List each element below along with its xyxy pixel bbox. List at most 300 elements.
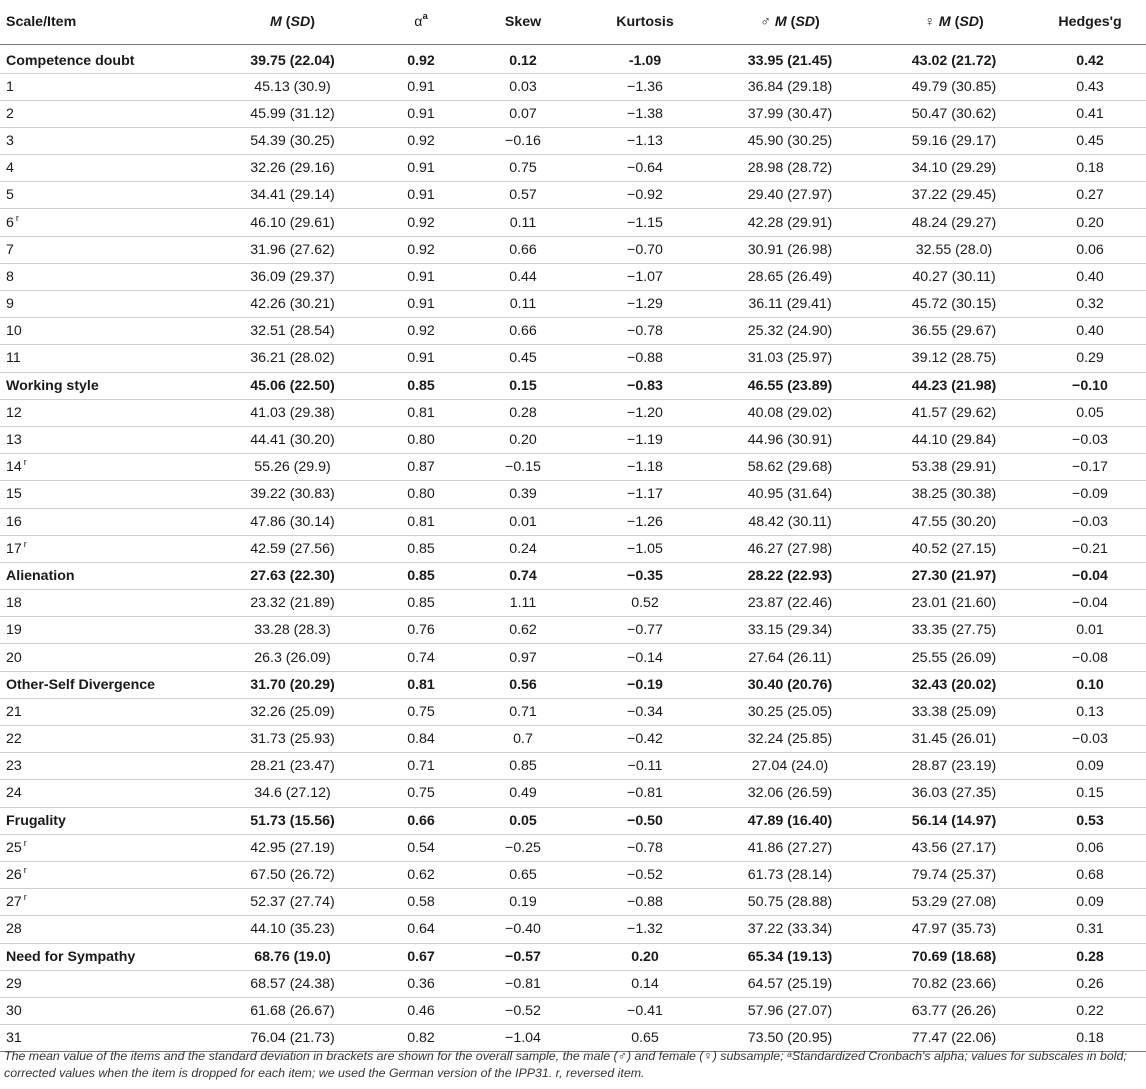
header-kurtosis: Kurtosis (584, 0, 706, 44)
kurtosis-cell (584, 345, 706, 372)
male-mean-sd-cell (706, 698, 874, 725)
item-cell (0, 889, 205, 916)
mean-sd-cell (205, 454, 380, 481)
alpha-cell (380, 155, 462, 182)
item-cell (0, 372, 205, 399)
female-mean-sd-cell (874, 943, 1034, 970)
male-mean-sd-cell-text: 23.87 (22.46) (747, 595, 833, 612)
alpha-cell (380, 807, 462, 834)
kurtosis-cell-text: -1.09 (628, 52, 662, 69)
female-mean-sd-cell (874, 481, 1034, 508)
item-cell (0, 644, 205, 671)
skew-cell-text: 1.11 (509, 595, 537, 612)
skew-cell (462, 44, 584, 73)
alpha-cell-text: 0.71 (407, 758, 435, 775)
alpha-cell-text: 0.75 (407, 703, 435, 720)
alpha-cell (380, 209, 462, 236)
female-mean-sd-cell (874, 182, 1034, 209)
alpha-cell (380, 590, 462, 617)
hedges-g-cell (1034, 997, 1146, 1024)
male-mean-sd-cell-text: 33.95 (21.45) (747, 52, 833, 69)
hedges-g-cell-text: −0.04 (1072, 595, 1108, 612)
male-mean-sd-cell-text: 28.22 (22.93) (747, 567, 833, 584)
alpha-cell (380, 345, 462, 372)
item-cell-text: 14 (6, 459, 22, 476)
female-mean-sd-cell (874, 997, 1034, 1024)
kurtosis-cell (584, 780, 706, 807)
hedges-g-cell (1034, 889, 1146, 916)
hedges-g-cell (1034, 73, 1146, 100)
scale-row (0, 562, 1146, 589)
skew-cell-text: 0.71 (509, 703, 537, 720)
hedges-g-cell-text: 0.28 (1076, 948, 1104, 965)
mean-sd-cell (205, 399, 380, 426)
male-mean-sd-cell-text: 73.50 (20.95) (747, 1030, 833, 1047)
kurtosis-cell (584, 508, 706, 535)
hedges-g-cell-text: −0.03 (1072, 432, 1108, 449)
kurtosis-cell-text: −1.05 (627, 540, 663, 557)
hedges-g-cell (1034, 345, 1146, 372)
item-row (0, 970, 1146, 997)
kurtosis-cell (584, 726, 706, 753)
item-row (0, 155, 1146, 182)
kurtosis-cell-text: −0.34 (627, 703, 663, 720)
item-cell-text: 9 (6, 296, 14, 313)
male-mean-sd-cell-text: 46.27 (27.98) (747, 540, 833, 557)
item-row (0, 834, 1146, 861)
mean-sd-cell (205, 535, 380, 562)
female-mean-sd-cell (874, 671, 1034, 698)
kurtosis-cell-text: −0.19 (627, 676, 663, 693)
skew-cell (462, 508, 584, 535)
male-mean-sd-cell (706, 726, 874, 753)
mean-sd-cell-text: 33.28 (28.3) (254, 622, 331, 639)
female-mean-sd-cell (874, 508, 1034, 535)
alpha-cell-text: 0.91 (407, 296, 435, 313)
female-mean-sd-cell (874, 834, 1034, 861)
alpha-cell (380, 671, 462, 698)
hedges-g-cell (1034, 861, 1146, 888)
item-cell-text: Frugality (6, 812, 66, 829)
kurtosis-cell (584, 454, 706, 481)
hedges-g-cell-text: −0.08 (1072, 649, 1108, 666)
hedges-g-cell-text: 0.42 (1076, 52, 1104, 69)
kurtosis-cell-text: −0.92 (627, 187, 663, 204)
alpha-cell (380, 861, 462, 888)
item-cell-text: 3 (6, 132, 14, 149)
header-m: M (270, 13, 282, 30)
hedges-g-cell (1034, 535, 1146, 562)
female-mean-sd-cell-text: 41.57 (29.62) (911, 404, 997, 421)
male-mean-sd-cell (706, 590, 874, 617)
mean-sd-cell-text: 28.21 (23.47) (250, 758, 335, 775)
alpha-cell-text: 0.74 (407, 649, 435, 666)
item-row (0, 861, 1146, 888)
hedges-g-cell (1034, 263, 1146, 290)
hedges-g-cell (1034, 209, 1146, 236)
male-mean-sd-cell (706, 970, 874, 997)
reversed-item-marker: r (23, 837, 27, 848)
header-hedges-g: Hedges'g (1034, 0, 1146, 44)
male-mean-sd-cell-text: 64.57 (25.19) (747, 975, 833, 992)
hedges-g-cell-text: 0.13 (1076, 703, 1104, 720)
item-row (0, 508, 1146, 535)
mean-sd-cell-text: 39.75 (22.04) (250, 52, 335, 69)
kurtosis-cell (584, 671, 706, 698)
hedges-g-cell-text: −0.04 (1072, 567, 1108, 584)
item-cell-text: 6 (6, 214, 14, 231)
skew-cell (462, 861, 584, 888)
kurtosis-cell (584, 807, 706, 834)
kurtosis-cell (584, 916, 706, 943)
skew-cell (462, 780, 584, 807)
skew-cell-text: 0.24 (509, 540, 537, 557)
skew-cell-text: 0.74 (509, 567, 537, 584)
female-mean-sd-cell (874, 236, 1034, 263)
male-mean-sd-cell (706, 753, 874, 780)
alpha-cell-text: 0.66 (407, 812, 435, 829)
item-cell (0, 399, 205, 426)
alpha-cell (380, 943, 462, 970)
female-mean-sd-cell (874, 617, 1034, 644)
male-mean-sd-cell (706, 100, 874, 127)
male-symbol-icon: ♂ (760, 13, 771, 30)
kurtosis-cell (584, 562, 706, 589)
kurtosis-cell (584, 970, 706, 997)
hedges-g-cell (1034, 970, 1146, 997)
mean-sd-cell (205, 807, 380, 834)
alpha-cell (380, 399, 462, 426)
male-mean-sd-cell-text: 28.65 (26.49) (747, 268, 833, 285)
skew-cell-text: 0.66 (509, 241, 537, 258)
mean-sd-cell-text: 46.10 (29.61) (250, 214, 335, 231)
hedges-g-cell (1034, 481, 1146, 508)
skew-cell (462, 562, 584, 589)
mean-sd-cell (205, 209, 380, 236)
female-mean-sd-cell-text: 23.01 (21.60) (911, 595, 997, 612)
alpha-cell (380, 481, 462, 508)
item-cell-text: Working style (6, 377, 99, 394)
female-mean-sd-cell-text: 33.38 (25.09) (911, 703, 997, 720)
kurtosis-cell (584, 209, 706, 236)
alpha-cell-text: 0.92 (407, 241, 435, 258)
item-cell-text: 27 (6, 894, 22, 911)
kurtosis-cell (584, 44, 706, 73)
item-row (0, 73, 1146, 100)
item-cell (0, 155, 205, 182)
mean-sd-cell-text: 31.73 (25.93) (250, 731, 335, 748)
skew-cell-text: −1.04 (505, 1030, 541, 1047)
hedges-g-cell-text: 0.45 (1076, 132, 1104, 149)
kurtosis-cell-text: −0.41 (627, 1002, 663, 1019)
kurtosis-cell-text: −0.81 (627, 785, 663, 802)
skew-cell-text: −0.81 (505, 975, 541, 992)
hedges-g-cell-text: −0.03 (1072, 513, 1108, 530)
header-skew: Skew (462, 0, 584, 44)
hedges-g-cell-text: 0.29 (1076, 350, 1104, 367)
male-mean-sd-cell-text: 27.64 (26.11) (748, 649, 832, 666)
item-cell-text: 11 (6, 350, 21, 367)
item-cell (0, 943, 205, 970)
skew-cell (462, 291, 584, 318)
item-row (0, 345, 1146, 372)
item-cell-text: 25 (6, 839, 22, 856)
hedges-g-cell-text: 0.09 (1076, 758, 1104, 775)
kurtosis-cell (584, 753, 706, 780)
mean-sd-cell-text: 42.95 (27.19) (250, 839, 335, 856)
skew-cell-text: 0.20 (509, 432, 537, 449)
female-mean-sd-cell-text: 43.02 (21.72) (911, 52, 997, 69)
hedges-g-cell-text: 0.05 (1076, 404, 1104, 421)
female-mean-sd-cell (874, 155, 1034, 182)
skew-cell (462, 644, 584, 671)
item-row (0, 916, 1146, 943)
female-mean-sd-cell-text: 53.38 (29.91) (911, 459, 997, 476)
female-mean-sd-cell-text: 79.74 (25.37) (911, 867, 997, 884)
item-row (0, 236, 1146, 263)
kurtosis-cell-text: −1.32 (627, 921, 663, 938)
skew-cell-text: 0.49 (509, 785, 537, 802)
kurtosis-cell-text: −1.07 (627, 268, 663, 285)
alpha-cell-text: 0.67 (407, 948, 435, 965)
female-mean-sd-cell-text: 53.29 (27.08) (911, 894, 997, 911)
male-mean-sd-cell-text: 31.03 (25.97) (747, 350, 833, 367)
male-mean-sd-cell (706, 209, 874, 236)
item-cell-text: 10 (6, 323, 22, 340)
mean-sd-cell (205, 236, 380, 263)
kurtosis-cell (584, 617, 706, 644)
item-cell (0, 834, 205, 861)
mean-sd-cell (205, 753, 380, 780)
kurtosis-cell (584, 291, 706, 318)
item-cell (0, 535, 205, 562)
male-mean-sd-cell-text: 37.99 (30.47) (747, 105, 833, 122)
skew-cell-text: −0.15 (505, 459, 541, 476)
skew-cell-text: 0.57 (509, 187, 537, 204)
alpha-cell-text: 0.64 (407, 921, 435, 938)
skew-cell (462, 997, 584, 1024)
item-cell (0, 44, 205, 73)
item-cell-text: 13 (6, 432, 22, 449)
mean-sd-cell (205, 426, 380, 453)
male-mean-sd-cell-text: 44.96 (30.91) (747, 432, 833, 449)
alpha-cell (380, 100, 462, 127)
kurtosis-cell-text: −0.42 (627, 731, 663, 748)
hedges-g-cell-text: 0.40 (1076, 268, 1104, 285)
male-mean-sd-cell (706, 807, 874, 834)
kurtosis-cell (584, 426, 706, 453)
item-cell-text: 16 (6, 513, 22, 530)
alpha-cell-text: 0.76 (407, 622, 435, 639)
mean-sd-cell-text: 42.26 (30.21) (250, 296, 335, 313)
item-cell-text: 12 (6, 404, 22, 421)
mean-sd-cell-text: 32.26 (25.09) (250, 703, 335, 720)
male-mean-sd-cell-text: 48.42 (30.11) (748, 513, 832, 530)
female-mean-sd-cell-text: 70.69 (18.68) (911, 948, 997, 965)
skew-cell-text: 0.44 (509, 268, 537, 285)
skew-cell (462, 209, 584, 236)
skew-cell (462, 590, 584, 617)
item-row (0, 454, 1146, 481)
alpha-cell-text: 0.87 (407, 459, 435, 476)
alpha-cell (380, 753, 462, 780)
male-mean-sd-cell (706, 916, 874, 943)
alpha-cell-text: 0.92 (407, 132, 435, 149)
mean-sd-cell (205, 889, 380, 916)
skew-cell-text: −0.25 (505, 839, 541, 856)
female-mean-sd-cell-text: 32.43 (20.02) (911, 676, 997, 693)
skew-cell-text: 0.75 (509, 160, 537, 177)
alpha-cell-text: 0.91 (407, 350, 435, 367)
mean-sd-cell (205, 970, 380, 997)
skew-cell (462, 155, 584, 182)
female-mean-sd-cell (874, 399, 1034, 426)
item-cell (0, 671, 205, 698)
header-female-sd: SD (959, 13, 980, 30)
kurtosis-cell (584, 318, 706, 345)
item-cell-text: 18 (6, 595, 22, 612)
item-cell (0, 100, 205, 127)
item-row (0, 590, 1146, 617)
item-cell-text: 19 (6, 622, 22, 639)
mean-sd-cell (205, 182, 380, 209)
alpha-cell (380, 44, 462, 73)
male-mean-sd-cell-text: 36.84 (29.18) (747, 78, 833, 95)
kurtosis-cell (584, 100, 706, 127)
male-mean-sd-cell (706, 399, 874, 426)
hedges-g-cell-text: 0.20 (1076, 214, 1104, 231)
female-symbol-icon: ♀ (924, 13, 935, 30)
mean-sd-cell-text: 32.26 (29.16) (250, 160, 335, 177)
kurtosis-cell-text: −0.35 (627, 567, 663, 584)
item-cell (0, 508, 205, 535)
header-scale-item: Scale/Item (0, 0, 205, 44)
reversed-item-marker: r (23, 457, 27, 468)
header-female-m: M (938, 13, 951, 30)
alpha-cell (380, 644, 462, 671)
item-cell-text: 29 (6, 975, 22, 992)
kurtosis-cell-text: −0.78 (627, 839, 663, 856)
female-mean-sd-cell-text: 44.10 (29.84) (911, 432, 997, 449)
scale-row (0, 44, 1146, 73)
kurtosis-cell (584, 263, 706, 290)
female-mean-sd-cell-text: 49.79 (30.85) (911, 78, 997, 95)
male-mean-sd-cell-text: 57.96 (27.07) (747, 1002, 833, 1019)
kurtosis-cell (584, 590, 706, 617)
skew-cell (462, 426, 584, 453)
hedges-g-cell (1034, 943, 1146, 970)
item-cell-text: 28 (6, 921, 22, 938)
kurtosis-cell (584, 698, 706, 725)
hedges-g-cell (1034, 617, 1146, 644)
kurtosis-cell-text: −1.19 (627, 432, 663, 449)
female-mean-sd-cell (874, 916, 1034, 943)
skew-cell-text: 0.01 (509, 513, 537, 530)
alpha-cell (380, 726, 462, 753)
mean-sd-cell-text: 39.22 (30.83) (250, 486, 335, 503)
hedges-g-cell-text: 0.40 (1076, 323, 1104, 340)
male-mean-sd-cell (706, 155, 874, 182)
kurtosis-cell-text: −1.26 (627, 513, 663, 530)
skew-cell-text: 0.56 (509, 676, 537, 693)
kurtosis-cell-text: −0.88 (627, 894, 663, 911)
alpha-cell (380, 617, 462, 644)
alpha-cell (380, 127, 462, 154)
item-cell-text: Competence doubt (6, 52, 135, 69)
male-mean-sd-cell (706, 127, 874, 154)
hedges-g-cell-text: 0.32 (1076, 296, 1104, 313)
hedges-g-cell (1034, 182, 1146, 209)
skew-cell (462, 698, 584, 725)
kurtosis-cell (584, 889, 706, 916)
skew-cell (462, 182, 584, 209)
skew-cell-text: 0.03 (509, 78, 537, 95)
alpha-cell (380, 372, 462, 399)
alpha-cell (380, 535, 462, 562)
female-mean-sd-cell-text: 36.55 (29.67) (911, 323, 997, 340)
mean-sd-cell-text: 23.32 (21.89) (250, 595, 335, 612)
item-cell (0, 73, 205, 100)
kurtosis-cell-text: −0.77 (627, 622, 663, 639)
mean-sd-cell (205, 73, 380, 100)
hedges-g-cell-text: −0.17 (1072, 459, 1108, 476)
alpha-cell-text: 0.81 (407, 676, 435, 693)
female-mean-sd-cell-text: 28.87 (23.19) (911, 758, 997, 775)
item-cell-text: Alienation (6, 567, 75, 584)
female-mean-sd-cell (874, 44, 1034, 73)
male-mean-sd-cell (706, 73, 874, 100)
female-mean-sd-cell-text: 34.10 (29.29) (911, 160, 997, 177)
header-female-mean-sd: ♀ M (SD) (874, 0, 1034, 44)
male-mean-sd-cell-text: 28.98 (28.72) (747, 160, 833, 177)
kurtosis-cell-text: −0.52 (627, 867, 663, 884)
mean-sd-cell (205, 345, 380, 372)
alpha-cell (380, 834, 462, 861)
male-mean-sd-cell-text: 32.24 (25.85) (747, 731, 833, 748)
alpha-cell-text: 0.58 (407, 894, 435, 911)
hedges-g-cell-text: 0.18 (1076, 160, 1104, 177)
hedges-g-cell (1034, 100, 1146, 127)
mean-sd-cell-text: 36.21 (28.02) (250, 350, 335, 367)
mean-sd-cell-text: 67.50 (26.72) (250, 867, 335, 884)
male-mean-sd-cell (706, 291, 874, 318)
alpha-cell-text: 0.81 (407, 404, 435, 421)
hedges-g-cell-text: 0.26 (1076, 975, 1104, 992)
hedges-g-cell-text: 0.22 (1076, 1002, 1104, 1019)
skew-cell (462, 236, 584, 263)
alpha-cell-text: 0.91 (407, 105, 435, 122)
male-mean-sd-cell-text: 29.40 (27.97) (747, 187, 833, 204)
hedges-g-cell (1034, 318, 1146, 345)
item-cell (0, 997, 205, 1024)
female-mean-sd-cell (874, 318, 1034, 345)
kurtosis-cell (584, 834, 706, 861)
male-mean-sd-cell (706, 997, 874, 1024)
kurtosis-cell-text: −0.14 (627, 649, 663, 666)
hedges-g-cell (1034, 780, 1146, 807)
skew-cell-text: 0.07 (509, 105, 537, 122)
male-mean-sd-cell-text: 37.22 (33.34) (747, 921, 833, 938)
mean-sd-cell-text: 44.10 (35.23) (250, 921, 335, 938)
alpha-cell (380, 291, 462, 318)
male-mean-sd-cell (706, 889, 874, 916)
footnote-text-2: Standardized Cronbach's alpha; values for subscales in bold; corrected values when the item is dropped for each item; we used the German version of the IPP31. r, reversed item. (4, 1049, 1127, 1080)
kurtosis-cell (584, 861, 706, 888)
item-row (0, 318, 1146, 345)
reversed-item-marker: r (23, 865, 27, 876)
item-row (0, 182, 1146, 209)
skew-cell (462, 372, 584, 399)
